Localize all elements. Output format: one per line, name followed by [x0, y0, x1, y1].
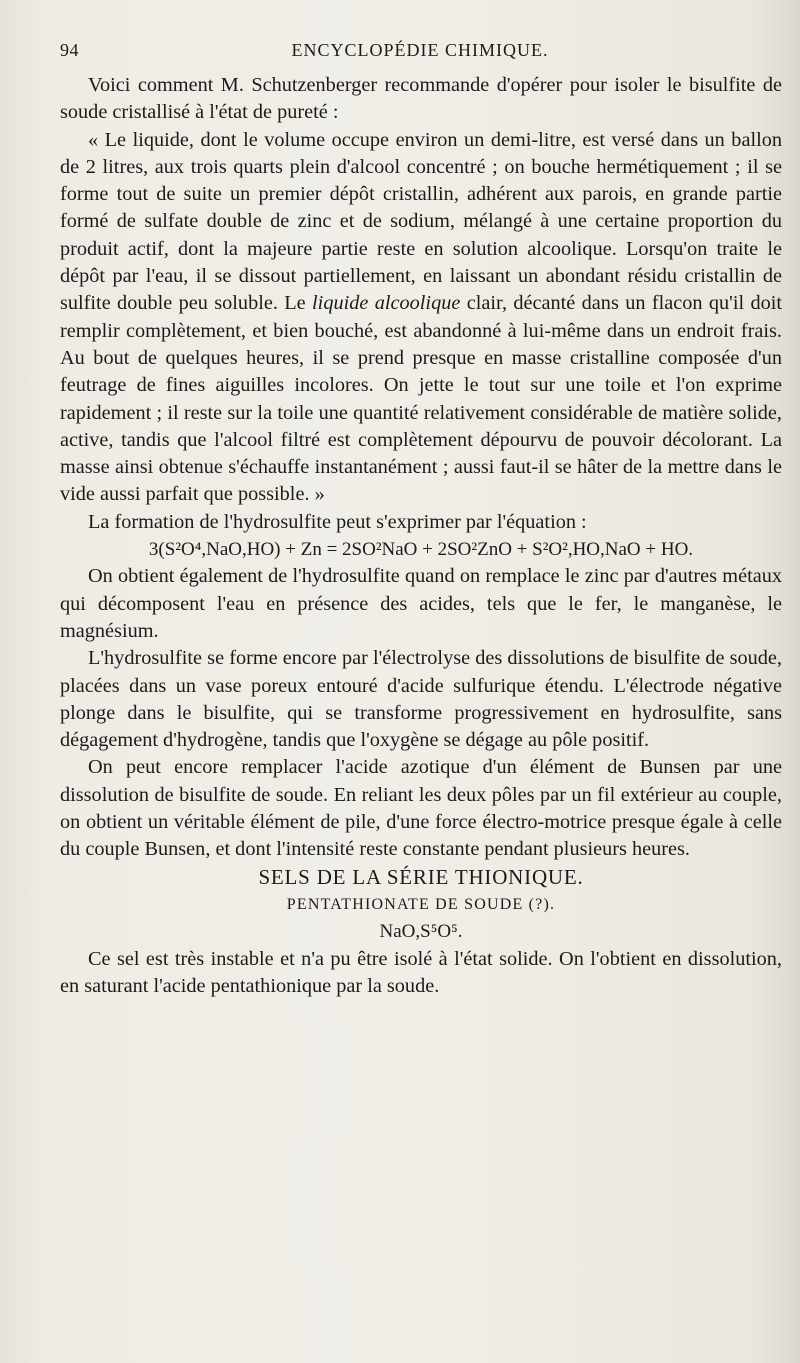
paragraph-pentathionate: Ce sel est très instable et n'a pu être isolé à l'état solide. On l'obtient en dissolution, en saturant l'acide pentathionique par la soude. — [60, 947, 782, 997]
section-title: SELS DE LA SÉRIE THIONIQUE. — [258, 864, 584, 889]
quote-text-2: clair, décanté dans un flacon qu'il doit remplir complètement, et bien bouché, est abandonné à lui-même dans un endroit frais. Au bout de quelques heures, il se prend presque en masse cristalline composée d'un feutrage de fines aiguilles incolores. On jette le tout sur une toile et l'on exprime rapidement ; il reste sur la toile une quantité relativement considérable de matière solide, active, tandis que l'alcool filtré est complètement dépourvu de pouvoir décolorant. La masse ainsi obtenue s'échauffe instantanément ; aussi faut-il se hâter de la mettre dans le vide aussi parfait que possible. » — [60, 292, 782, 506]
chemical-formula: NaO,S⁵O⁵. — [379, 921, 463, 943]
page-number: 94 — [60, 40, 79, 60]
paragraph-quote — [60, 127, 782, 509]
paragraph-equation-intro: La formation de l'hydrosulfite peut s'exprimer par l'équation : — [88, 510, 587, 533]
paragraph-bunsen: On peut encore remplacer l'acide azotique d'un élément de Bunsen par une dissolution de bisulfite de soude. En reliant les deux pôles par un fil extérieur au couple, on obtient un véritable élément de pile, d'une force électro-motrice presque égale à celle du couple Bunsen, et dont l'intensité reste constante pendant plusieurs heures. — [60, 756, 782, 861]
quote-italic: liquide alcoolique — [312, 292, 461, 315]
paragraph-electrolysis: L'hydrosulfite se forme encore par l'électrolyse des dissolutions de bisulfite de soude, placées dans un vase poreux entouré d'acide sulfurique étendu. L'électrode négative plonge dans le bisulfite, qui se transforme progressivement en hydrosulfite, sans dégagement d'hydrogène, tandis que l'oxygène se dégage au pôle positif. — [60, 647, 782, 752]
running-title: ENCYCLOPÉDIE CHIMIQUE. — [291, 40, 549, 60]
page-header — [60, 40, 780, 70]
subsection-title: PENTATHIONATE DE SOUDE (?). — [286, 895, 556, 913]
paragraph-metals: On obtient également de l'hydrosulfite quand on remplace le zinc par d'autres métaux qui décomposent l'eau en présence des acides, tels que le fer, le manganèse, le magnésium. — [60, 565, 782, 642]
paragraph-intro: Voici comment M. Schutzenberger recommande d'opérer pour isoler le bisulfite de soude cristallisé à l'état de pureté : — [60, 74, 782, 124]
body-text — [60, 72, 782, 1000]
quote-text-1: « Le liquide, dont le volume occupe environ un demi-litre, est versé dans un ballon de 2 litres, aux trois quarts plein d'alcool concentré ; on bouche hermétiquement ; il se forme tout de suite un premier dépôt cristallin, adhérent aux parois, en grande partie formé de sulfate double de zinc et de sodium, mélangé à une certaine proportion du produit actif, dont la majeure partie reste en solution alcoolique. Lorsqu'on traite le dépôt par l'eau, il se dissout partiellement, en laissant un abondant résidu cristallin de sulfite double peu soluble. Le — [60, 128, 782, 315]
chemical-equation: 3(S²O⁴,NaO,HO) + Zn = 2SO²NaO + 2SO²ZnO + S²O²,HO,NaO + HO. — [148, 539, 694, 561]
